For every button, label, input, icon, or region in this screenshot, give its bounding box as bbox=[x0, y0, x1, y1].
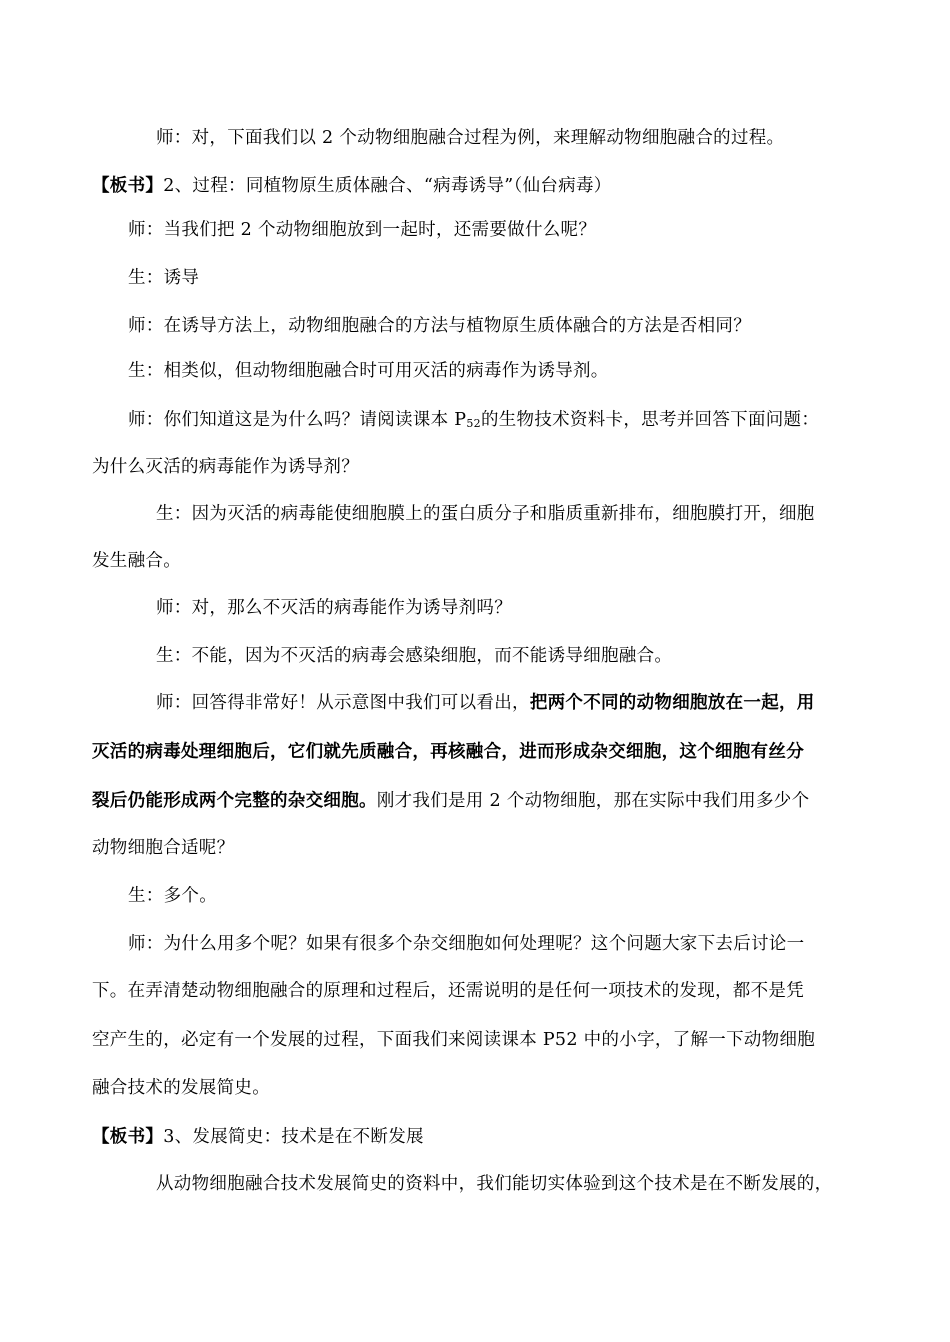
bold-text-segment: 裂后仍能形成两个完整的杂交细胞。 bbox=[92, 791, 377, 811]
paragraph-line: 从动物细胞融合技术发展简史的资料中，我们能切实体验到这个技术是在不断发展的， bbox=[156, 1174, 833, 1194]
paragraph-line: 生：不能，因为不灭活的病毒会感染细胞，而不能诱导细胞融合。 bbox=[156, 646, 673, 666]
paragraph-line: 生：相类似，但动物细胞融合时可用灭活的病毒作为诱导剂。 bbox=[128, 361, 609, 381]
paragraph-line bbox=[92, 790, 809, 812]
board-note-line bbox=[92, 175, 612, 197]
bold-text-segment: 把两个不同的动物细胞放在一起，用 bbox=[529, 693, 815, 713]
paragraph-line: 师：对，下面我们以 2 个动物细胞融合过程为例，来理解动物细胞融合的过程。 bbox=[156, 128, 785, 148]
paragraph-line: 空产生的，必定有一个发展的过程，下面我们来阅读课本 P52 中的小字，了解一下动物细胞 bbox=[92, 1030, 816, 1050]
paragraph-line: 为什么灭活的病毒能作为诱导剂？ bbox=[92, 457, 359, 477]
subscript-page: 52 bbox=[466, 417, 481, 430]
text-segment: 师：回答得非常好！从示意图中我们可以看出， bbox=[156, 693, 530, 713]
paragraph-line: 发生融合。 bbox=[92, 551, 181, 571]
board-note-text: 2、过程：同植物原生质体融合、“病毒诱导”（仙台病毒） bbox=[163, 176, 612, 196]
paragraph-line: 生：因为灭活的病毒能使细胞膜上的蛋白质分子和脂质重新排布，细胞膜打开，细胞 bbox=[156, 504, 815, 524]
paragraph-line: 生：诱导 bbox=[128, 268, 200, 288]
paragraph-line bbox=[156, 692, 815, 714]
paragraph-line: 融合技术的发展简史。 bbox=[92, 1078, 270, 1098]
board-note-tag: 【板书】 bbox=[92, 1127, 164, 1147]
paragraph-line: 师：当我们把 2 个动物细胞放到一起时，还需要做什么呢？ bbox=[128, 220, 597, 240]
text-segment: 的生物技术资料卡，思考并回答下面问题： bbox=[480, 410, 820, 430]
text-segment: 刚才我们是用 2 个动物细胞，那在实际中我们用多少个 bbox=[376, 791, 810, 811]
board-note-text: 3、发展简史：技术是在不断发展 bbox=[163, 1127, 424, 1147]
paragraph-line: 师：为什么用多个呢？如果有很多个杂交细胞如何处理呢？这个问题大家下去后讨论一 bbox=[128, 934, 805, 954]
paragraph-line: 动物细胞合适呢？ bbox=[92, 838, 235, 858]
paragraph-line bbox=[128, 409, 819, 435]
text-segment: 师：你们知道这是为什么吗？请阅读课本 P bbox=[128, 410, 467, 430]
paragraph-line: 下。在弄清楚动物细胞融合的原理和过程后，还需说明的是任何一项技术的发现，都不是凭 bbox=[92, 981, 804, 1001]
paragraph-line: 师：在诱导方法上，动物细胞融合的方法与植物原生质体融合的方法是否相同？ bbox=[128, 316, 751, 336]
board-note-tag: 【板书】 bbox=[92, 176, 164, 196]
paragraph-line: 生：多个。 bbox=[128, 886, 217, 906]
paragraph-line: 师：对，那么不灭活的病毒能作为诱导剂吗？ bbox=[156, 598, 512, 618]
bold-paragraph-line: 灭活的病毒处理细胞后，它们就先质融合，再核融合，进而形成杂交细胞，这个细胞有丝分 bbox=[92, 742, 804, 762]
board-note-line bbox=[92, 1126, 424, 1148]
